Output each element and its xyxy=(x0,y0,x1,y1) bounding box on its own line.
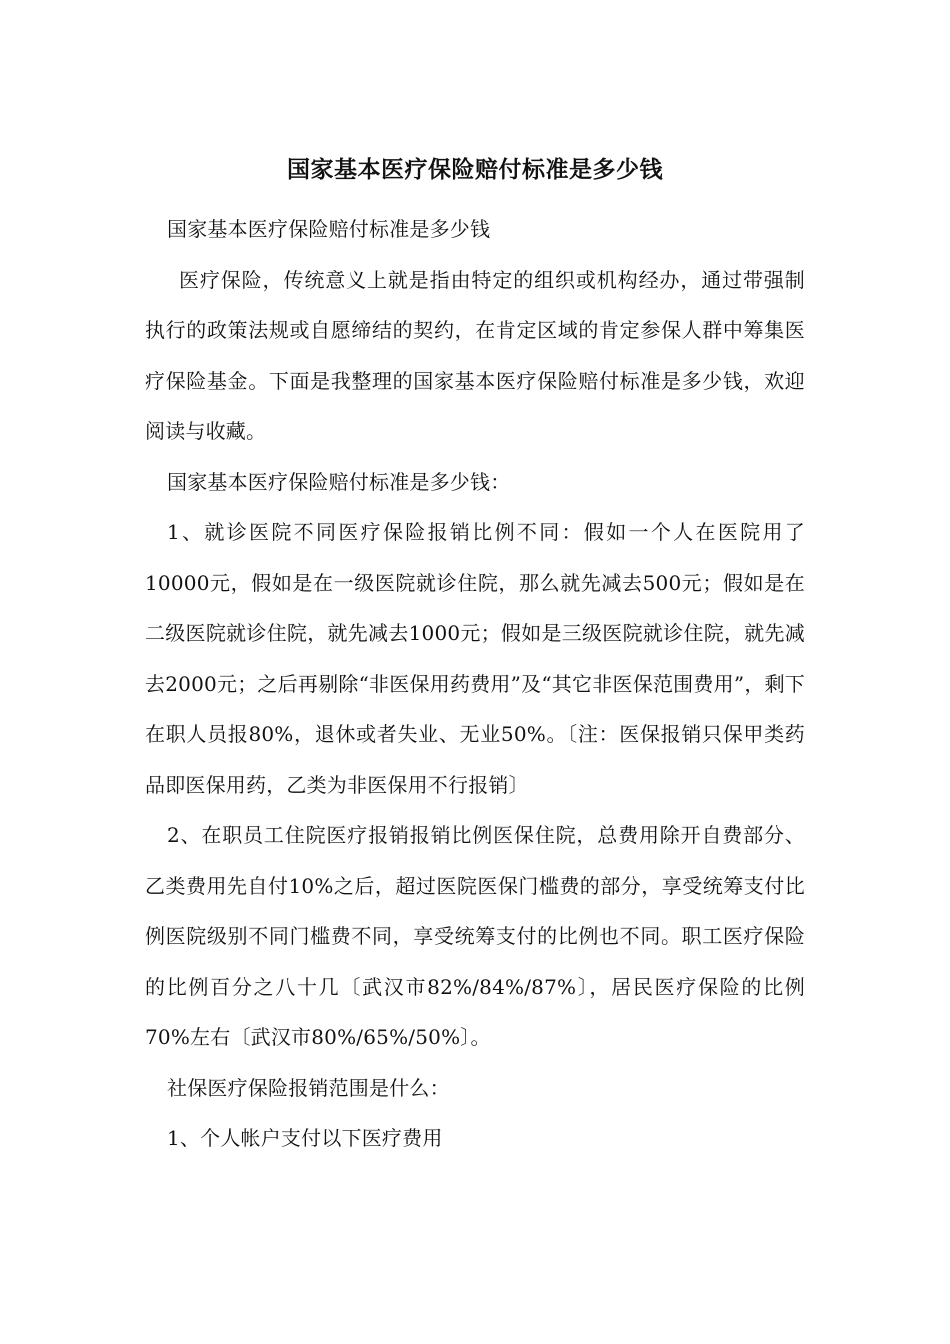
paragraph-scope-heading: 社保医疗保险报销范围是什么： xyxy=(167,1075,450,1100)
paragraph-item-1: 1、就诊医院不同医疗保险报销比例不同：假如一个人在医院用了10000元，假如是在一级医院就诊住院，那么就先减去500元；假如是在二级医院就诊住院，就先减去1000元；假如是三级医院就诊住院，就先减去2000元；之后再剔除“非医保用药费用”及“其它非医保范围费用”，剩下在职人员报80%，退休或者失业、无业50%。〔注：医保报销只保甲类药品即医保用药，乙类为非医保用不行报销〕 xyxy=(145,520,805,797)
paragraph-heading-repeat: 国家基本医疗保险赔付标准是多少钱 xyxy=(167,217,491,241)
paragraph-scope-item-1: 1、个人帐户支付以下医疗费用 xyxy=(167,1126,443,1150)
paragraph-section-heading: 国家基本医疗保险赔付标准是多少钱： xyxy=(167,469,511,494)
paragraph-intro: 医疗保险，传统意义上就是指由特定的组织或机构经办，通过带强制执行的政策法规或自愿缔结的契约，在肯定区域的肯定参保人群中筹集医疗保险基金。下面是我整理的国家基本医疗保险赔付标准是多少钱，欢迎阅读与收藏。 xyxy=(145,267,805,443)
document-page xyxy=(145,150,805,1164)
document-title: 国家基本医疗保险赔付标准是多少钱 xyxy=(287,156,663,183)
paragraph-item-2: 2、在职员工住院医疗报销报销比例医保住院，总费用除开自费部分、乙类费用先自付10%之后，超过医院医保门槛费的部分，享受统筹支付比例医院级别不同门槛费不同，享受统筹支付的比例也不同。职工医疗保险的比例百分之八十几〔武汉市82%/84%/87%〕，居民医疗保险的比例70%左右〔武汉市80%/65%/50%〕。 xyxy=(145,823,805,1049)
